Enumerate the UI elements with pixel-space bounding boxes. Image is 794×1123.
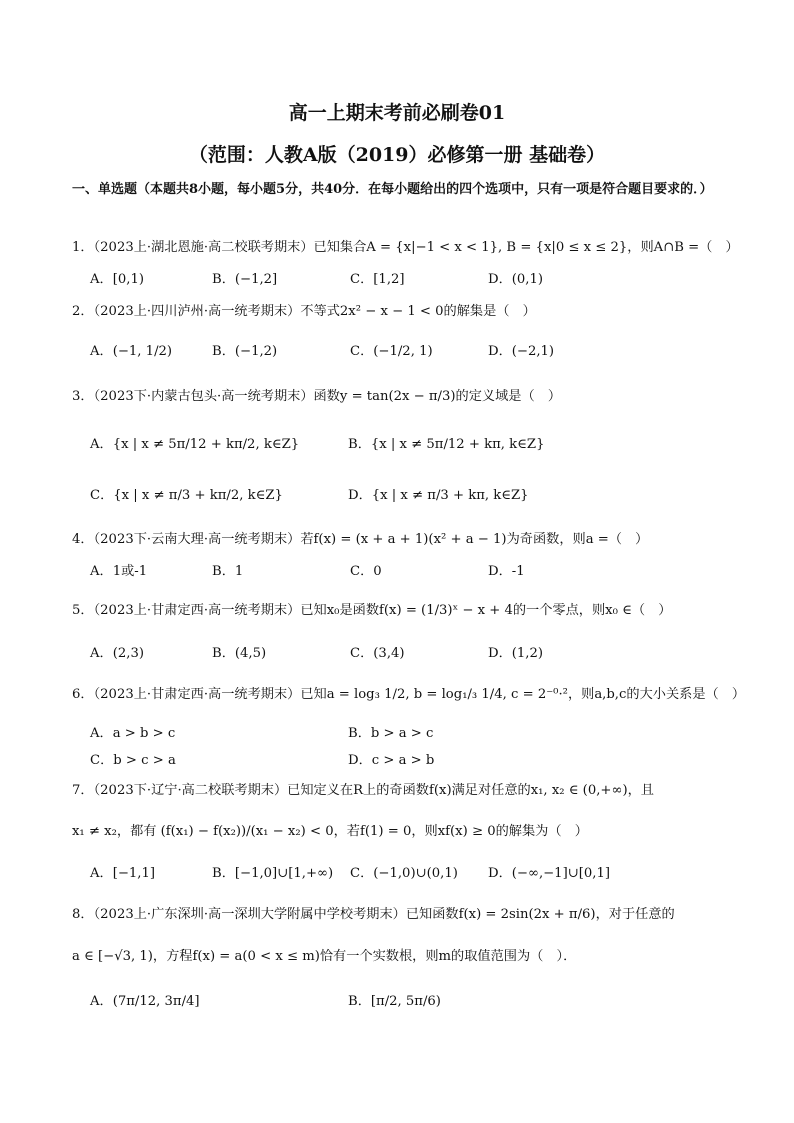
exam-title: 高一上期末考前必刷卷01 (288, 102, 506, 124)
section-heading: 一、单选题（本题共8小题，每小题5分，共40分．在每小题给出的四个选项中，只有一项是符合题目要求的．） (72, 182, 713, 197)
q1-option-c: C．[1,2] (350, 272, 405, 287)
question-8-stem: 8．（2023上·广东深圳·高一深圳大学附属中学校考期末）已知函数f(x) = 2sin(2x + π/6)，对于任意的 (72, 907, 675, 922)
question-5-stem: 5．（2023上·甘肃定西·高一统考期末）已知x₀是函数f(x) = (1/3)ˣ − x + 4的一个零点，则x₀ ∈（ ） (72, 603, 672, 618)
q4-option-c: C．0 (350, 564, 382, 579)
q7-option-d: D．(−∞,−1]∪[0,1] (488, 866, 611, 881)
q5-option-c: C．(3,4) (350, 646, 405, 661)
q3-option-a: A．{x | x ≠ 5π/12 + kπ/2, k∈Z} (90, 437, 300, 452)
question-7-stem: 7．（2023下·辽宁·高二校联考期末）已知定义在R上的奇函数f(x)满足对任意的x₁, x₂ ∈ (0,+∞)，且 (72, 783, 654, 798)
q3-option-b: B．{x | x ≠ 5π/12 + kπ, k∈Z} (348, 437, 545, 452)
question-4-stem: 4．（2023下·云南大理·高一统考期末）若f(x) = (x + a + 1)(x² + a − 1)为奇函数，则a =（ ） (72, 532, 649, 547)
q6-option-c: C．b > c > a (90, 753, 176, 768)
q3-option-c: C．{x | x ≠ π/3 + kπ/2, k∈Z} (90, 488, 283, 503)
q5-option-a: A．(2,3) (90, 646, 144, 661)
q5-option-d: D．(1,2) (488, 646, 544, 661)
q2-option-c: C．(−1/2, 1) (350, 344, 433, 359)
q7-option-a: A．[−1,1] (90, 866, 156, 881)
q8-option-b: B．[π/2, 5π/6) (348, 994, 441, 1009)
question-6-stem: 6．（2023上·甘肃定西·高一统考期末）已知a = log₃ 1/2, b = log₁/₃ 1/4, c = 2⁻⁰·²，则a,b,c的大小关系是（ ） (72, 687, 746, 702)
question-7-stem-line2: x₁ ≠ x₂，都有 (f(x₁) − f(x₂))/(x₁ − x₂) < 0，若f(1) = 0，则xf(x) ≥ 0的解集为（ ） (72, 824, 588, 839)
q6-option-d: D．c > a > b (348, 753, 435, 768)
question-1-stem: 1．（2023上·湖北恩施·高二校联考期末）已知集合A = {x|−1 < x < 1}, B = {x|0 ≤ x ≤ 2}，则A∩B =（ ） (72, 240, 739, 255)
q3-option-d: D．{x | x ≠ π/3 + kπ, k∈Z} (348, 488, 529, 503)
question-2-stem: 2．（2023上·四川泸州·高一统考期末）不等式2x² − x − 1 < 0的解集是（ ） (72, 304, 536, 319)
q2-option-a: A．(−1, 1/2) (90, 344, 173, 359)
q7-option-c: C．(−1,0)∪(0,1) (350, 866, 458, 881)
q4-option-b: B．1 (212, 564, 244, 579)
q5-option-b: B．(4,5) (212, 646, 267, 661)
q2-option-b: B．(−1,2) (212, 344, 278, 359)
q6-option-a: A．a > b > c (90, 726, 176, 741)
q6-option-b: B．b > a > c (348, 726, 434, 741)
q1-option-d: D．(0,1) (488, 272, 544, 287)
q2-option-d: D．(−2,1) (488, 344, 555, 359)
q7-option-b: B．[−1,0]∪[1,+∞) (212, 866, 334, 881)
question-3-stem: 3．（2023下·内蒙古包头·高一统考期末）函数y = tan(2x − π/3)的定义域是（ ） (72, 389, 562, 404)
question-8-stem-line2: a ∈ [−√3, 1)，方程f(x) = a(0 < x ≤ m)恰有一个实数根，则m的取值范围为（ ）． (72, 949, 577, 964)
exam-subtitle: （范围：人教A版（2019）必修第一册 基础卷） (188, 144, 606, 166)
q1-option-b: B．(−1,2] (212, 272, 278, 287)
q8-option-a: A．(7π/12, 3π/4] (90, 994, 200, 1009)
q1-option-a: A．[0,1) (90, 272, 144, 287)
q4-option-a: A．1或-1 (90, 564, 148, 579)
q4-option-d: D．-1 (488, 564, 525, 579)
